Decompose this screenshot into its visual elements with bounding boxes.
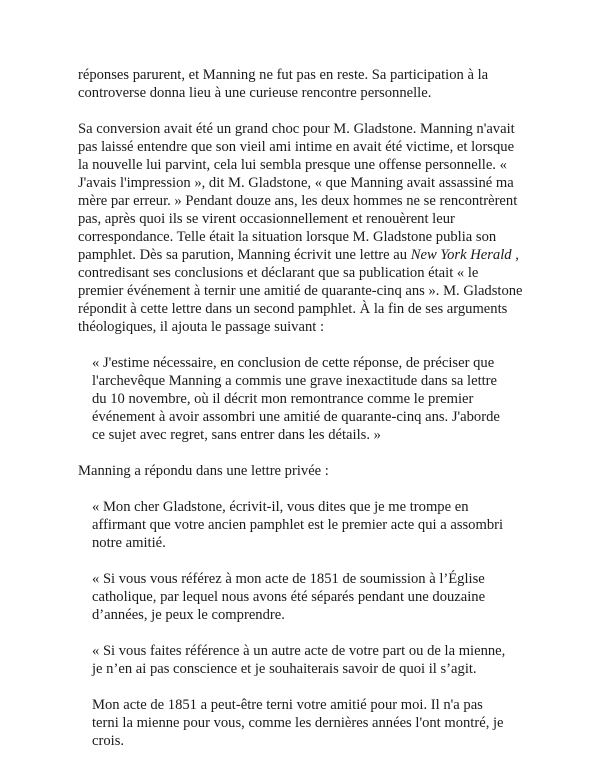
newspaper-title: New York Herald bbox=[410, 247, 512, 263]
quote-gladstone-conclusion: « J'estime nécessaire, en conclusion de cette réponse, de préciser que l'archevêque Manning a commis une grave inexactitude dans sa lettre du 10 novembre, où il décrit mon remontrance comme le premier événement à avoir assombri une amitié de quarante-cinq ans. J'aborde ce sujet avec regret, sans entrer dans les détails. » bbox=[92, 355, 500, 443]
paragraph-manning-private-letter: Manning a répondu dans une lettre privée : bbox=[78, 463, 329, 479]
paragraph-manning-response: réponses parurent, et Manning ne fut pas en reste. Sa participation à la controverse donna lieu à une curieuse rencontre personnelle. bbox=[78, 67, 489, 101]
quote-manning-dear-gladstone: « Mon cher Gladstone, écrivit-il, vous dites que je me trompe en affirmant que votre ancien pamphlet est le premier acte qui a assombri notre amitié. bbox=[92, 499, 504, 551]
paragraph-text-after-newspaper: , contredisant ses conclusions et déclarant que sa publication était « le premier événement à ternir une amitié de quarante-cinq ans ». M. Gladstone répondit à cette lettre dans un second pamphlet. À la fin de ses arguments théologiques, il ajouta le passage suivant : bbox=[78, 247, 523, 335]
paragraph-text-before-newspaper: Sa conversion avait été un grand choc pour M. Gladstone. Manning n'avait pas laissé entendre que son vieil ami intime en avait été victime, et lorsque la nouvelle lui parvint, cela lui sembla presque une offense personnelle. « J'avais l'impression », dit M. Gladstone, « que Manning avait assassiné ma mère par erreur. » Pendant douze ans, les deux hommes ne se rencontrèrent pas, après quoi ils se virent occasionnellement et renouèrent leur correspondance. Telle était la situation lorsque M. Gladstone publia son pamphlet. Dès sa parution, Manning écrivit une lettre au bbox=[78, 121, 518, 263]
quote-manning-1851-submission: « Si vous vous référez à mon acte de 1851 de soumission à l’Église catholique, par lequel nous avons été séparés pendant une douzaine d’années, je peux le comprendre. bbox=[92, 571, 486, 623]
quote-manning-other-act: « Si vous faites référence à un autre acte de votre part ou de la mienne, je n’en ai pas conscience et je souhaiterais savoir de quoi il s’agit. bbox=[92, 643, 506, 677]
quote-manning-friendship: Mon acte de 1851 a peut-être terni votre amitié pour moi. Il n'a pas terni la mienne pour vous, comme les dernières années l'ont montré, je crois. bbox=[92, 697, 504, 749]
paragraph-conversion-shock bbox=[78, 120, 548, 336]
